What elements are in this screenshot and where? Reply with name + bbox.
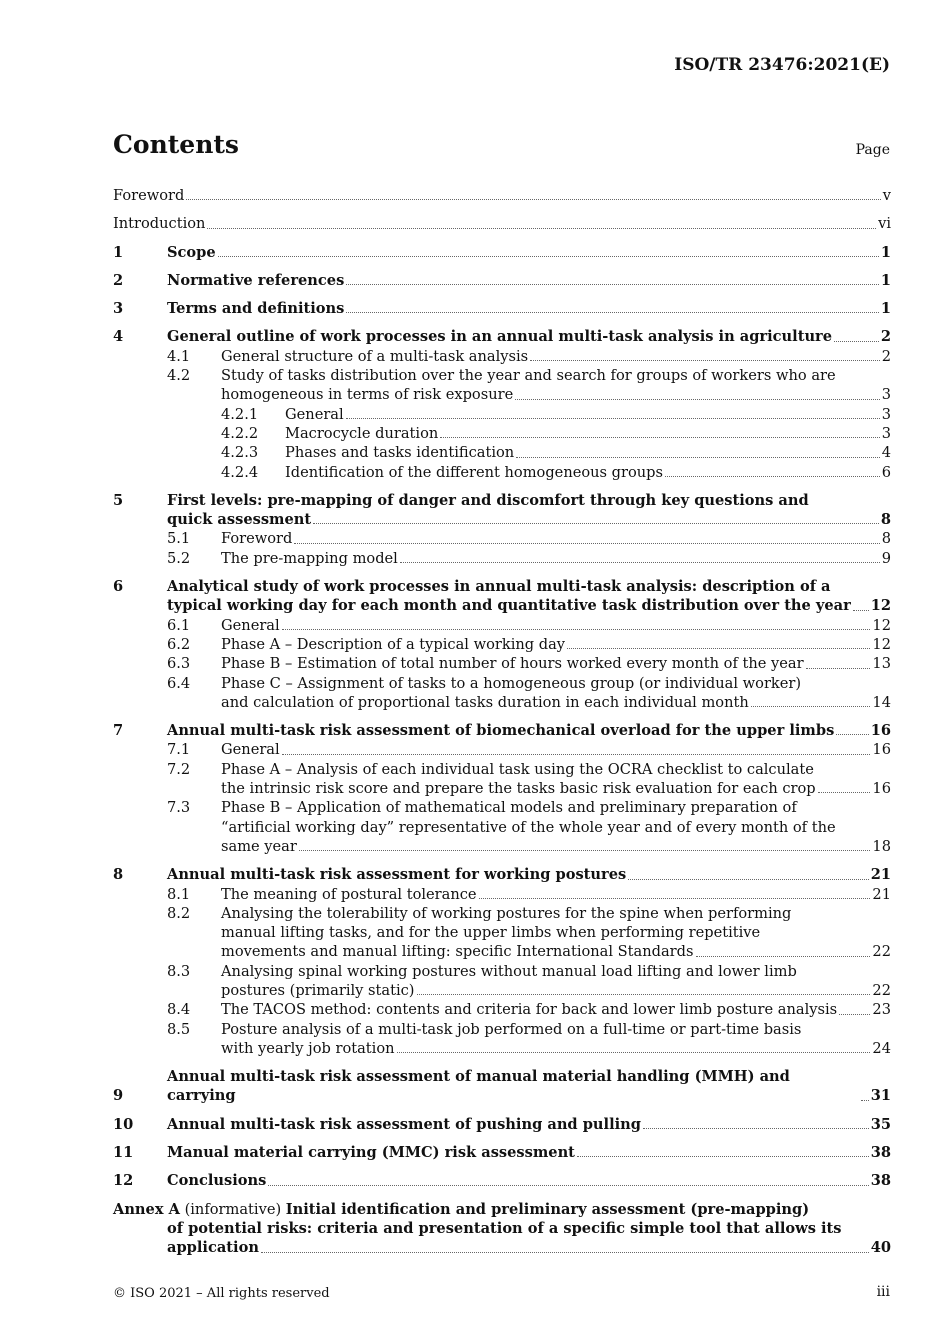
toc-number: 6.4 (167, 674, 191, 692)
toc-title: Normative references (167, 271, 345, 289)
dot-leader (479, 898, 871, 899)
dot-leader (806, 668, 871, 669)
toc-title: General (221, 616, 280, 634)
toc-title: quick assessment (167, 511, 312, 529)
toc-page-number: 24 (872, 1039, 891, 1057)
dot-leader (818, 792, 871, 793)
toc-title: The meaning of postural tolerance (221, 885, 477, 903)
dot-leader (186, 199, 880, 200)
toc-entry[interactable] (113, 1143, 891, 1162)
toc-title: Phase B – Estimation of total number of hours worked every month of the year (221, 655, 804, 673)
toc-title: Scope (167, 243, 216, 261)
toc-page-number: 9 (881, 549, 891, 567)
toc-page-number: 31 (870, 1087, 891, 1105)
toc-page-number: 12 (870, 597, 891, 615)
toc-entry[interactable] (113, 424, 891, 443)
toc-page-number: 3 (881, 424, 891, 442)
toc-title: same year (221, 837, 297, 855)
toc-page-number: 13 (872, 655, 891, 673)
toc-number: 6.3 (167, 655, 191, 673)
dot-leader (294, 543, 879, 544)
toc-title: with yearly job rotation (221, 1039, 395, 1057)
dot-leader (417, 994, 871, 995)
toc-title: Phase A – Analysis of each individual task using the OCRA checklist to calculate (221, 760, 814, 778)
toc-page-number: 22 (872, 981, 891, 999)
toc-number: 4.2 (167, 367, 191, 385)
toc-page-number: 40 (870, 1239, 891, 1257)
toc-number: 7.1 (167, 741, 191, 759)
toc-number: 1 (113, 243, 124, 261)
toc-title: postures (primarily static) (221, 981, 415, 999)
dot-leader (643, 1128, 869, 1129)
toc-page-number: 38 (870, 1144, 891, 1162)
dot-leader (665, 476, 880, 477)
toc-number: 7 (113, 722, 124, 740)
dot-leader (839, 1014, 870, 1015)
copyright-notice: © ISO 2021 – All rights reserved (113, 1286, 330, 1301)
toc-page-number: vi (878, 215, 891, 233)
toc-page-number: 1 (880, 300, 891, 318)
toc-number: 4.2.4 (221, 463, 259, 481)
dot-leader (567, 648, 870, 649)
toc-page-number: 8 (880, 511, 891, 529)
toc-title: Manual material carrying (MMC) risk assessment (167, 1144, 575, 1162)
toc-title: Conclusions (167, 1172, 267, 1190)
dot-leader (440, 437, 879, 438)
toc-entry[interactable] (113, 214, 891, 233)
toc-number: 11 (113, 1144, 134, 1162)
toc-entry[interactable] (113, 299, 891, 318)
toc-page-number: 2 (880, 328, 891, 346)
toc-number: 3 (113, 300, 124, 318)
toc-entry[interactable] (113, 904, 891, 962)
dot-leader (346, 284, 879, 285)
toc-title: General structure of a multi-task analysis (221, 347, 529, 365)
toc-number: 8.5 (167, 1020, 191, 1038)
toc-title: Posture analysis of a multi-task job performed on a full-time or part-time basis (221, 1020, 802, 1038)
toc-number: 4.2.3 (221, 444, 259, 462)
toc-number: 7.3 (167, 799, 191, 817)
toc-page-number: 8 (881, 530, 891, 548)
toc-entry[interactable] (113, 577, 891, 616)
toc-entry[interactable] (113, 635, 891, 654)
toc-title: General outline of work processes in an annual multi-task analysis in agriculture (167, 328, 833, 346)
toc-number: 8.3 (167, 962, 191, 980)
toc-entry-annex-a[interactable] (113, 1200, 891, 1258)
toc-number: 2 (113, 271, 124, 289)
toc-number: 5.1 (167, 530, 191, 548)
toc-number: 7.2 (167, 760, 191, 778)
dot-leader (346, 418, 880, 419)
toc-title: Annual multi-task risk assessment of manual material handling (MMH) and carrying (167, 1068, 790, 1105)
toc-page-number: v (882, 187, 891, 204)
dot-leader (530, 360, 880, 361)
toc-entry[interactable] (113, 760, 891, 799)
contents-title: Contents (113, 130, 240, 159)
toc-title: General (285, 405, 344, 423)
toc-entry[interactable] (113, 865, 891, 884)
toc-page-number: 16 (872, 741, 891, 759)
toc-title: and calculation of proportional tasks duration in each individual month (221, 693, 749, 711)
toc-title: Foreword (221, 530, 293, 548)
table-of-contents (113, 186, 891, 1258)
toc-number: 6.1 (167, 616, 191, 634)
toc-entry[interactable] (113, 529, 891, 548)
toc-number: 6 (113, 578, 124, 596)
toc-title: The TACOS method: contents and criteria for back and lower limb posture analysis (221, 1001, 838, 1019)
page-column-label: Page (855, 142, 890, 158)
toc-entry[interactable] (113, 721, 891, 740)
toc-entry[interactable] (113, 491, 891, 530)
toc-entry[interactable] (113, 347, 891, 366)
toc-title: Identification of the different homogeneous groups (285, 463, 664, 481)
toc-number: 4.2.1 (221, 405, 259, 423)
toc-page-number: 1 (880, 271, 891, 289)
toc-entry[interactable] (113, 654, 891, 673)
toc-title: Annual multi-task risk assessment of pushing and pulling (167, 1115, 641, 1133)
toc-number: 8.1 (167, 885, 191, 903)
toc-page-number: 12 (872, 635, 891, 653)
toc-title: Annual multi-task risk assessment of biomechanical overload for the upper limbs (167, 722, 835, 740)
toc-page-number: 21 (870, 866, 891, 884)
annex-title: Initial identification and preliminary assessment (pre-mapping) (285, 1200, 810, 1218)
dot-leader (207, 228, 876, 229)
dot-leader (261, 1252, 869, 1253)
toc-page-number: 2 (881, 347, 891, 365)
toc-page-number: 6 (881, 463, 891, 481)
dot-leader (299, 850, 871, 851)
toc-page-number: 22 (872, 943, 891, 961)
toc-number: 4.1 (167, 347, 191, 365)
toc-title: the intrinsic risk score and prepare the tasks basic risk evaluation for each crop (221, 780, 816, 798)
toc-page-number: 35 (870, 1115, 891, 1133)
toc-page-number: 1 (880, 243, 891, 261)
toc-number: 8.2 (167, 904, 191, 922)
toc-entry[interactable] (113, 366, 891, 405)
toc-entry[interactable] (113, 186, 891, 205)
toc-entry[interactable] (113, 798, 891, 856)
toc-entry[interactable] (113, 674, 891, 713)
toc-title: Analysing the tolerability of working postures for the spine when performing (221, 904, 792, 922)
toc-number: 8.4 (167, 1001, 191, 1019)
toc-number: 8 (113, 866, 124, 884)
toc-number: 12 (113, 1172, 134, 1190)
document-id: ISO/TR 23476:2021(E) (674, 55, 890, 75)
toc-entry[interactable] (113, 327, 891, 346)
dot-leader (853, 610, 869, 611)
toc-number: 10 (113, 1115, 134, 1133)
toc-entry[interactable] (113, 1171, 891, 1190)
toc-title: General (221, 741, 280, 759)
toc-entry[interactable] (113, 1000, 891, 1019)
dot-leader (834, 341, 879, 342)
annex-label: Annex A (113, 1200, 180, 1218)
dot-leader (515, 399, 879, 400)
toc-entry[interactable] (113, 1020, 891, 1059)
toc-title: First levels: pre-mapping of danger and discomfort through key questions and (167, 491, 809, 509)
toc-title: Macrocycle duration (285, 424, 439, 442)
dot-leader (577, 1156, 869, 1157)
toc-entry[interactable] (113, 616, 891, 635)
toc-title: Phase C – Assignment of tasks to a homogeneous group (or individual worker) (221, 674, 802, 692)
annex-title: application (167, 1239, 259, 1257)
toc-title: movements and manual lifting: specific International Standards (221, 943, 694, 961)
toc-entry[interactable] (113, 443, 891, 462)
toc-page-number: 3 (881, 386, 891, 404)
toc-page-number: 4 (881, 444, 891, 462)
toc-entry[interactable] (113, 271, 891, 290)
toc-title: Foreword (113, 187, 185, 204)
dot-leader (346, 312, 878, 313)
dot-leader (696, 956, 871, 957)
toc-page-number: 23 (872, 1001, 891, 1019)
toc-title: Analytical study of work processes in annual multi-task analysis: description of a (167, 578, 831, 596)
toc-entry[interactable] (113, 740, 891, 759)
toc-entry[interactable] (113, 885, 891, 904)
dot-leader (313, 523, 879, 524)
toc-number: 5 (113, 491, 124, 509)
toc-number: 6.2 (167, 635, 191, 653)
toc-title: Phase A – Description of a typical working day (221, 635, 566, 653)
dot-leader (628, 879, 868, 880)
dot-leader (397, 1052, 871, 1053)
toc-title: The pre-mapping model (221, 549, 398, 567)
dot-leader (218, 256, 879, 257)
toc-title: manual lifting tasks, and for the upper limbs when performing repetitive (221, 924, 761, 942)
toc-page-number: 14 (872, 693, 891, 711)
toc-title: homogeneous in terms of risk exposure (221, 386, 514, 404)
dot-leader (861, 1100, 869, 1101)
toc-page-number: 3 (881, 405, 891, 423)
toc-title: Introduction (113, 215, 206, 233)
dot-leader (516, 457, 880, 458)
toc-title: “artificial working day” representative of the whole year and of every month of the (221, 818, 836, 836)
dot-leader (282, 754, 871, 755)
dot-leader (400, 562, 880, 563)
toc-entry[interactable] (113, 1115, 891, 1134)
toc-page-number: 18 (872, 837, 891, 855)
toc-title: Phase B – Application of mathematical models and preliminary preparation of (221, 799, 797, 817)
toc-number: 4 (113, 328, 124, 346)
toc-title: Study of tasks distribution over the year and search for groups of workers who are (221, 367, 836, 385)
toc-title: Terms and definitions (167, 300, 345, 318)
toc-number: 5.2 (167, 549, 191, 567)
toc-title: typical working day for each month and quantitative task distribution over the year (167, 597, 851, 615)
toc-entry[interactable] (113, 463, 891, 482)
dot-leader (268, 1185, 868, 1186)
annex-qualifier: (informative) (179, 1200, 286, 1218)
toc-title: Analysing spinal working postures without manual load lifting and lower limb (221, 962, 797, 980)
toc-page-number: 21 (872, 885, 891, 903)
toc-number: 9 (113, 1087, 124, 1105)
toc-page-number: 38 (870, 1172, 891, 1190)
toc-entry[interactable] (113, 405, 891, 424)
toc-number: 4.2.2 (221, 424, 259, 442)
dot-leader (836, 734, 868, 735)
dot-leader (751, 706, 871, 707)
toc-entry[interactable] (113, 549, 891, 568)
annex-title: of potential risks: criteria and presentation of a specific simple tool that allows its (167, 1219, 842, 1237)
toc-entry[interactable] (113, 1067, 891, 1106)
toc-entry[interactable] (113, 962, 891, 1001)
toc-page-number: 16 (872, 780, 891, 798)
toc-page-number: 12 (872, 616, 891, 634)
dot-leader (282, 629, 871, 630)
toc-title: Phases and tasks identification (285, 444, 515, 462)
toc-page-number: 16 (870, 722, 891, 740)
toc-entry[interactable] (113, 243, 891, 262)
footer-page-number: iii (876, 1284, 890, 1300)
toc-title: Annual multi-task risk assessment for working postures (167, 866, 627, 884)
